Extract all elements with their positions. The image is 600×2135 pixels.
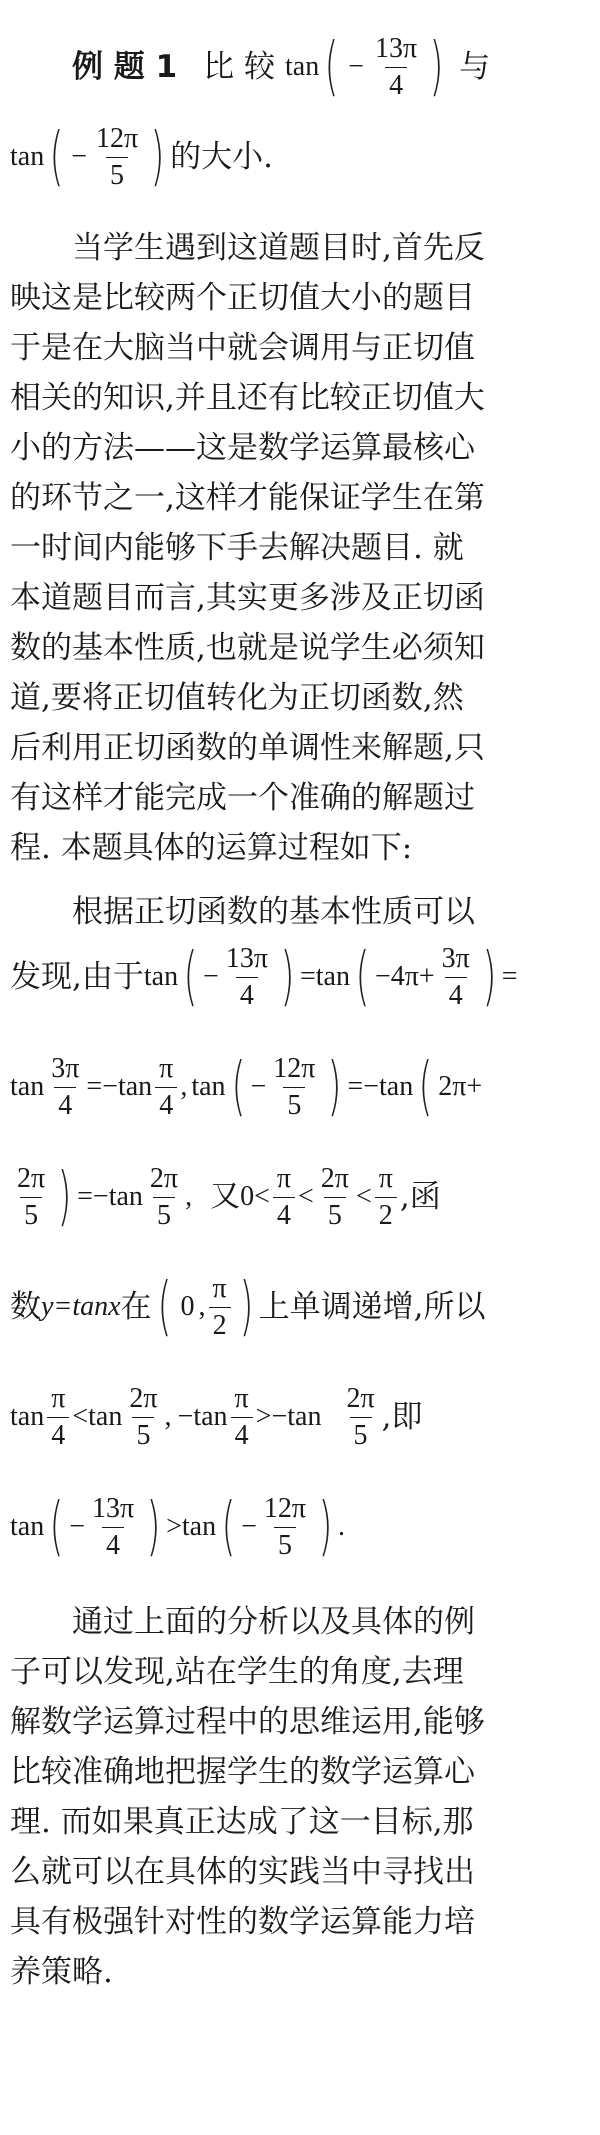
math-tan-neg12pi5: tan ( − $\frac{12\pi}{5}$ ) (10, 120, 165, 194)
p3-line: 子可以发现,站在学生的角度,去理 (10, 1654, 464, 1690)
p1-line: 的环节之一,这样才能保证学生在第 (10, 480, 485, 516)
p1-line: 于是在大脑当中就会调用与正切值 (10, 330, 475, 366)
p1-line: 一时间内能够下手去解决题目. 就 (10, 530, 464, 566)
p3-line: 具有极强针对性的数学运算能力培 (10, 1904, 475, 1940)
p3-line: 么就可以在具体的实践当中寻找出 (10, 1854, 475, 1890)
p2-math-line-6 (10, 1482, 590, 1572)
p2-math-line-3: $\frac{2\pi}{5}$ ) = − tan $\frac{2\pi}{5}$ , 又 0< $\frac{\pi}{4}$ < $\frac{2\pi}{5}$ < $\frac{\pi}{2}$ ,函 (10, 1152, 590, 1242)
p2-math-line-4: 数 y=tanx 在 ( 0 , $\frac{\pi}{2}$ ) 上单调递增,所以 (10, 1270, 486, 1344)
example-label: 例 题 1 (72, 49, 178, 85)
math-func: y=tanx (41, 1291, 121, 1322)
example-title-line-2 (10, 112, 590, 202)
p1-line: 道,要将正切值转化为正切函数,然 (10, 680, 464, 716)
math-expr: tan ( − $\frac{13\pi}{4}$ ) > tan ( − $\frac{12\pi}{5}$ ) . (10, 1490, 345, 1564)
p3-line: 比较准确地把握学生的数学运算心 (10, 1754, 475, 1790)
p1-line: 程. 本题具体的运算过程如下: (10, 830, 413, 866)
example-compare: 比 较 (203, 49, 276, 85)
p2-math-line-1: 发现,由于 tan ( − $\frac{13\pi}{4}$ ) = tan ( −4π+ $\frac{3\pi}{4}$ ) = (10, 940, 518, 1014)
p2-line: 根据正切函数的基本性质可以 (72, 894, 475, 930)
p1-line: 映这是比较两个正切值大小的题目 (10, 280, 475, 316)
p1-line: 相关的知识,并且还有比较正切值大 (10, 380, 485, 416)
math-expr: tan $\frac{\pi}{4}$ < tan $\frac{2\pi}{5}$ , − tan $\frac{\pi}{4}$ > − tan $\frac{2\pi}{5}$ (10, 1382, 375, 1451)
p3-line: 理. 而如果真正达成了这一目标,那 (10, 1804, 474, 1840)
math-interval: ( 0 , $\frac{\pi}{2}$ ) (157, 1270, 253, 1344)
p1-line: 本道题目而言,其实更多涉及正切函 (10, 580, 485, 616)
example-and: 与 (459, 49, 491, 85)
p1-line: 后利用正切函数的单调性来解题,只 (10, 730, 485, 766)
p1-line: 当学生遇到这道题目时,首先反 (72, 230, 485, 266)
p3-line: 解数学运算过程中的思维运用,能够 (10, 1704, 485, 1740)
p3-line: 通过上面的分析以及具体的例 (72, 1604, 475, 1640)
example-title-line (10, 22, 590, 112)
math-expr: tan ( − $\frac{13\pi}{4}$ ) = tan ( −4π+ $\frac{3\pi}{4}$ ) = (143, 940, 518, 1014)
p2-math-line-5: tan $\frac{\pi}{4}$ < tan $\frac{2\pi}{5}$ , − tan $\frac{\pi}{4}$ > − tan $\frac{2\pi}{5}$ ,即 (10, 1382, 423, 1451)
math-expr: $\frac{2\pi}{5}$ ) = − tan $\frac{2\pi}{5}$ , (17, 1160, 193, 1234)
math-expr: 0< $\frac{\pi}{4}$ < $\frac{2\pi}{5}$ < $\frac{\pi}{2}$ (240, 1164, 400, 1231)
p2-math-line-2 (10, 1042, 590, 1132)
example-tail: 的大小. (170, 139, 273, 175)
p3-line: 养策略. (10, 1954, 113, 1990)
p1-line: 数的基本性质,也就是说学生必须知 (10, 630, 485, 666)
p1-line: 小的方法——这是数学运算最核心 (10, 430, 475, 466)
math-tan-neg13pi4: tan ( − $\frac{13\pi}{4}$ ) (285, 30, 444, 104)
p1-line: 有这样才能完成一个准确的解题过 (10, 780, 475, 816)
math-expr: tan $\frac{3\pi}{4}$ = − tan $\frac{\pi}{4}$ , tan ( − $\frac{12\pi}{5}$ ) = − tan ( 2π+ (10, 1050, 483, 1124)
